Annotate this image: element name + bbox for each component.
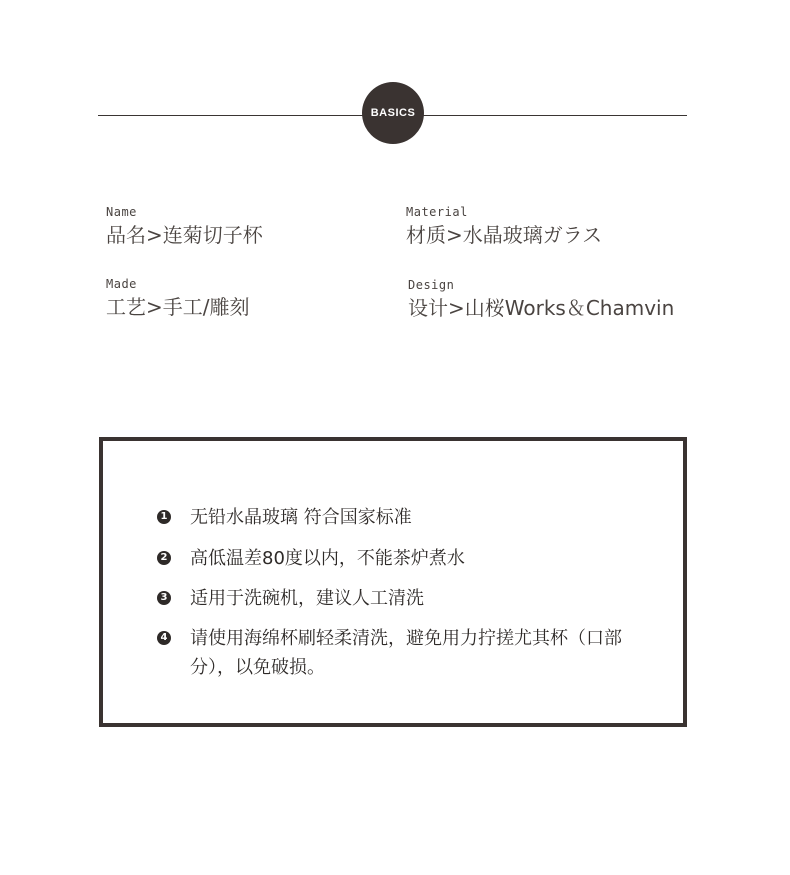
- care-item: [157, 503, 630, 532]
- spec-name-label: Name: [106, 205, 137, 219]
- care-item-text: 无铅水晶玻璃 符合国家标准: [190, 507, 412, 528]
- number-bullet-icon: 3: [157, 591, 171, 605]
- spec-name-value: 品名>连菊切子杯: [106, 223, 263, 247]
- number-bullet-icon: 4: [157, 631, 171, 645]
- care-item-text: 适用于洗碗机，建议人工清洗: [190, 588, 424, 609]
- spec-material: [406, 205, 602, 247]
- spec-made-value: 工艺>手工/雕刻: [106, 295, 250, 319]
- basics-badge: BASICS: [362, 82, 424, 144]
- spec-made-label: Made: [106, 277, 137, 291]
- care-item-text: 高低温差80度以内，不能茶炉煮水: [190, 548, 465, 569]
- care-item-text: 请使用海绵杯刷轻柔清洗，避免用力拧搓尤其杯（口部分），以免破损。: [190, 628, 622, 678]
- care-item: [157, 624, 630, 682]
- spec-design-value: 设计>山桜Works＆Chamvin: [408, 296, 675, 320]
- spec-design: [408, 278, 674, 320]
- care-item: [157, 544, 630, 573]
- care-instructions-box: [99, 437, 687, 727]
- spec-design-label: Design: [408, 278, 455, 292]
- spec-material-value: 材质>水晶玻璃ガラス: [406, 223, 603, 247]
- spec-material-label: Material: [406, 205, 468, 219]
- care-item: [157, 584, 630, 613]
- number-bullet-icon: 1: [157, 510, 171, 524]
- spec-made: [106, 277, 250, 319]
- spec-name: [106, 205, 263, 247]
- number-bullet-icon: 2: [157, 551, 171, 565]
